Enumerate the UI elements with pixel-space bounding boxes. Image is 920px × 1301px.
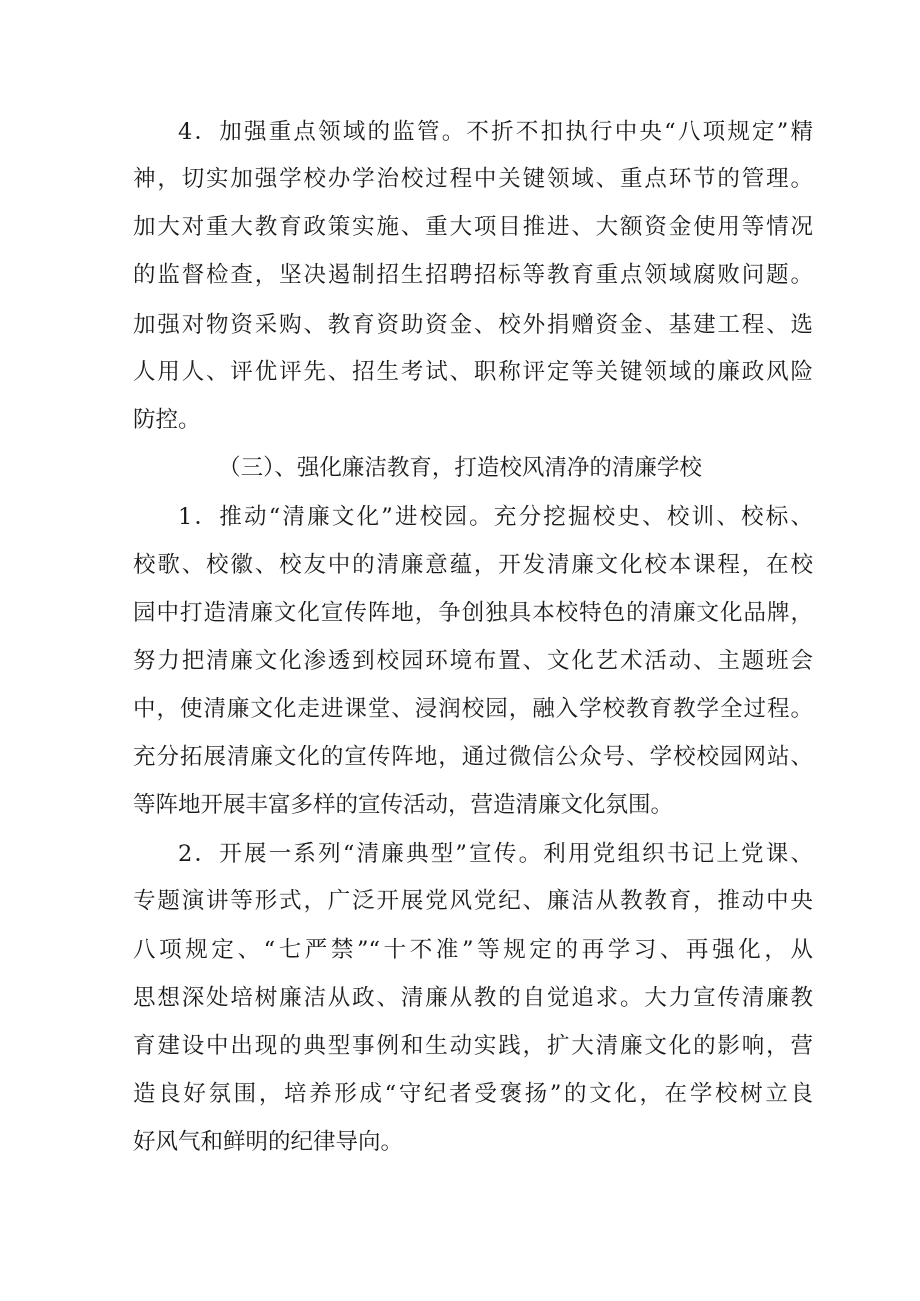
para2-line-7: 等阵地开展丰富多样的宣传活动，营造清廉文化氛围。 bbox=[133, 792, 674, 818]
para1-line-1: 4．加强重点领域的监管。不折不扣执行中央“八项规定”精 bbox=[178, 119, 813, 145]
para1-line-2: 神，切实加强学校办学治校过程中关键领域、重点环节的管理。 bbox=[133, 166, 813, 192]
para3-line-6: 造良好氛围，培养形成“守纪者受褒扬”的文化，在学校树立良 bbox=[133, 1081, 813, 1107]
para3-line-2: 专题演讲等形式，广泛开展党风党纪、廉洁从教教育，推动中央 bbox=[133, 888, 813, 914]
para3-line-5: 育建设中出现的典型事例和生动实践，扩大清廉文化的影响，营 bbox=[133, 1033, 813, 1059]
para1-line-7: 防控。 bbox=[133, 407, 201, 433]
para2-line-4: 努力把清廉文化渗透到校园环境布置、文化艺术活动、主题班会 bbox=[133, 648, 813, 674]
para2-line-6: 充分拓展清廉文化的宣传阵地，通过微信公众号、学校校园网站、 bbox=[133, 744, 813, 770]
para2-line-5: 中，使清廉文化走进课堂、浸润校园，融入学校教育教学全过程。 bbox=[133, 696, 813, 722]
para1-line-3: 加大对重大教育政策实施、重大项目推进、大额资金使用等情况 bbox=[133, 214, 813, 240]
para2-line-3: 园中打造清廉文化宣传阵地，争创独具本校特色的清廉文化品牌， bbox=[133, 600, 813, 626]
para1-line-4: 的监督检查，坚决遏制招生招聘招标等教育重点领域腐败问题。 bbox=[133, 262, 813, 288]
para3-line-1: 2．开展一系列“清廉典型”宣传。利用党组织书记上党课、 bbox=[178, 841, 813, 867]
para3-line-7: 好风气和鲜明的纪律导向。 bbox=[133, 1129, 404, 1155]
para1-line-5: 加强对物资采购、教育资助资金、校外捐赠资金、基建工程、选 bbox=[133, 312, 813, 338]
section-heading: （三）、强化廉洁教育，打造校风清净的清廉学校 bbox=[218, 455, 702, 481]
para2-line-1: 1．推动“清廉文化”进校园。充分挖掘校史、校训、校标、 bbox=[178, 504, 813, 530]
para2-line-2: 校歌、校徽、校友中的清廉意蕴，开发清廉文化校本课程，在校 bbox=[133, 552, 813, 578]
para3-line-4: 思想深处培树廉洁从政、清廉从教的自觉追求。大力宣传清廉教 bbox=[133, 985, 813, 1011]
para1-line-6: 人用人、评优评先、招生考试、职称评定等关键领域的廉政风险 bbox=[133, 359, 813, 385]
para3-line-3: 八项规定、“七严禁”“十不准”等规定的再学习、再强化，从 bbox=[133, 937, 813, 963]
